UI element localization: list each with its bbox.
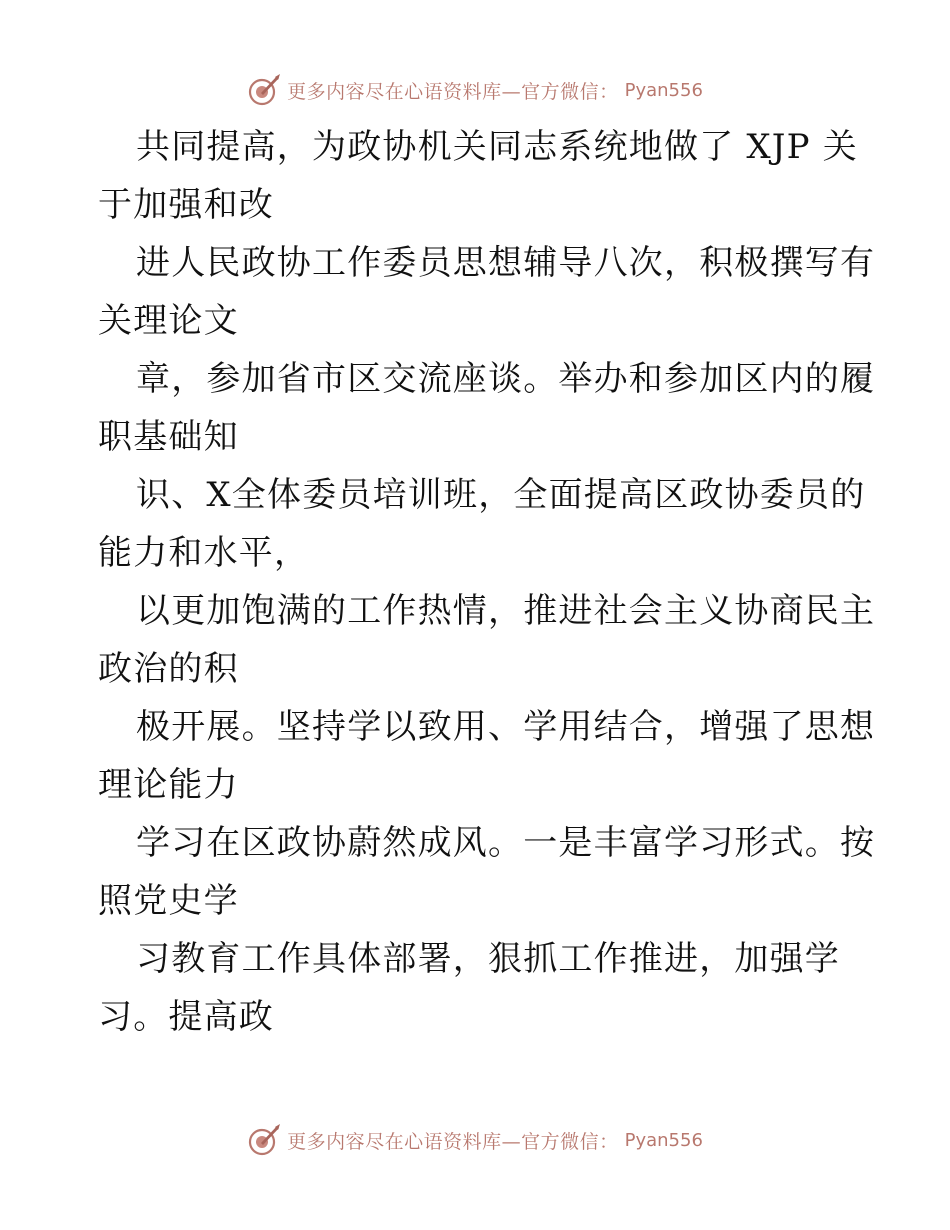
paragraph (98, 582, 876, 698)
paragraph (98, 466, 866, 582)
header-watermark (0, 70, 950, 110)
paragraph-line-indented: 识、X全体委员培训班，全面提高区政协委员的 (136, 475, 866, 515)
footer-watermark (0, 1120, 950, 1160)
paragraph-line: 习。提高政 (98, 997, 274, 1037)
paragraph-line: 于加强和改 (98, 185, 274, 225)
paragraph-line: 政治的积 (98, 649, 239, 689)
paragraph-line-indented: 习教育工作具体部署，狠抓工作推进，加强学 (136, 939, 840, 979)
paragraph-line-indented: 极开展。坚持学以致用、学用结合，增强了思想 (136, 707, 876, 747)
paragraph-line: 理论能力 (98, 765, 239, 805)
paragraph (98, 814, 876, 930)
paragraph (98, 118, 858, 234)
paragraph (98, 234, 876, 350)
paragraph-line: 照党史学 (98, 881, 239, 921)
paragraph-line-indented: 共同提高，为政协机关同志系统地做了 XJP 关 (136, 127, 858, 167)
paragraph (98, 698, 876, 814)
paragraph-line-indented: 章，参加省市区交流座谈。举办和参加区内的履 (136, 359, 876, 399)
watermark-text: 更多内容尽在心语资料库—官方微信： (287, 80, 619, 103)
watermark-wechat-id: Pyan556 (624, 1129, 703, 1151)
quill-pen-logo-icon (247, 1123, 281, 1157)
paragraph (98, 930, 858, 1046)
quill-pen-logo-icon (247, 73, 281, 107)
paragraph-line-indented: 学习在区政协蔚然成风。一是丰富学习形式。按 (136, 823, 876, 863)
paragraph-line-indented: 以更加饱满的工作热情，推进社会主义协商民主 (136, 591, 876, 631)
paragraph-line-indented: 进人民政协工作委员思想辅导八次，积极撰写有 (136, 243, 876, 283)
paragraph-line: 关理论文 (98, 301, 239, 341)
paragraph-line: 职基础知 (98, 417, 239, 457)
watermark-text: 更多内容尽在心语资料库—官方微信： (287, 1130, 619, 1153)
watermark-wechat-id: Pyan556 (624, 79, 703, 101)
paragraph-line: 能力和水平， (98, 533, 310, 573)
paragraph (98, 350, 876, 466)
document-body (98, 118, 876, 1046)
